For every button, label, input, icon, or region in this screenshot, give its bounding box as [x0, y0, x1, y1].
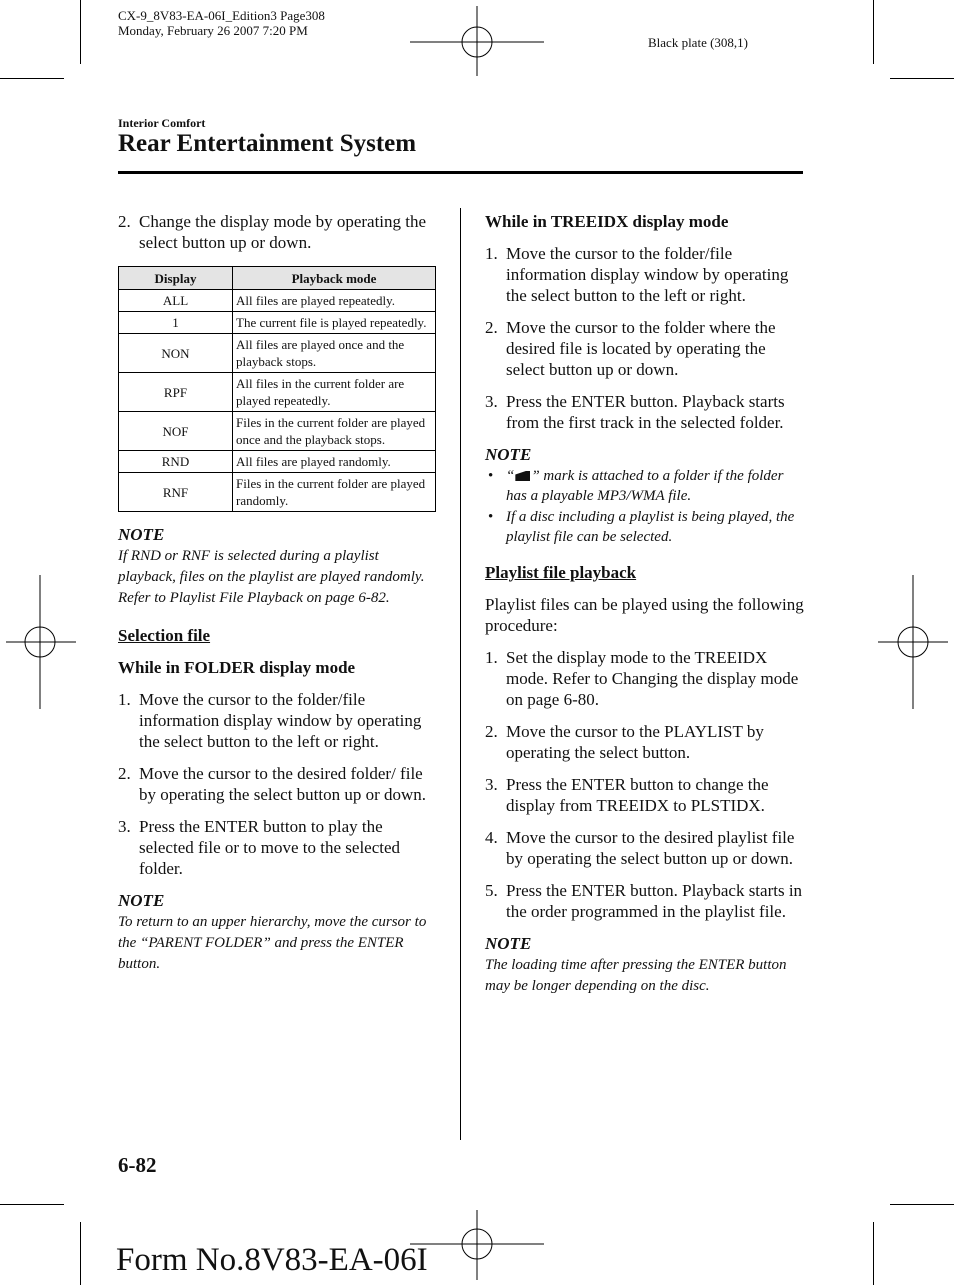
plate-label: Black plate (308,1) [648, 35, 748, 50]
list-item: 2. Move the cursor to the PLAYLIST by operating the select button. [485, 722, 764, 762]
note-bullets [485, 466, 805, 547]
registration-mark-right [878, 575, 948, 709]
display-cell: ALL [119, 290, 233, 312]
table-row [119, 473, 436, 512]
registration-mark-left [6, 575, 76, 709]
display-cell: NOF [119, 412, 233, 451]
list-item: • If a disc including a playlist is being played, the playlist file can be selected. [485, 507, 805, 547]
display-mode-step [118, 211, 436, 253]
note-heading: NOTE [485, 445, 532, 464]
mode-cell: All files are played once and the playback stops. [233, 334, 436, 373]
folder-mode-steps [118, 689, 436, 879]
mode-cell: The current file is played repeatedly. [233, 312, 436, 334]
display-cell: RPF [119, 373, 233, 412]
mode-cell: All files in the current folder are played repeatedly. [233, 373, 436, 412]
date-line: Monday, February 26 2007 7:20 PM [118, 23, 308, 38]
list-item: 5. Press the ENTER button. Playback starts in the order programmed in the playlist file. [485, 881, 803, 921]
display-cell: RND [119, 451, 233, 473]
playlist-heading: Playlist file playback [485, 563, 637, 582]
left-column [118, 211, 436, 989]
list-item: 3. Press the ENTER button to play the selected file or to move to the selected folder. [118, 817, 401, 878]
list-item: 3. Press the ENTER button to change the display from TREEIDX to PLSTIDX. [485, 775, 769, 815]
mode-cell: All files are played repeatedly. [233, 290, 436, 312]
list-item: • “ ” mark is attached to a folder if the folder has a playable MP3/WMA file. [485, 466, 805, 506]
bullet-icon: • [488, 509, 494, 525]
list-item: 2. Move the cursor to the desired folder/ file by operating the select button up or down. [118, 764, 427, 804]
bullet-icon: • [488, 468, 494, 484]
playback-mode-table [118, 266, 436, 512]
list-item: 1. Move the cursor to the folder/file information display window by operating the select button to the left or right. [485, 244, 789, 305]
list-item: 4. Move the cursor to the desired playlist file by operating the select button up or down. [485, 828, 795, 868]
section-label: Interior Comfort [118, 116, 206, 130]
table-row [119, 373, 436, 412]
note-heading: NOTE [485, 934, 532, 953]
table-row [119, 451, 436, 473]
column-header-display: Display [119, 267, 233, 290]
treeidx-mode-heading: While in TREEIDX display mode [485, 212, 729, 231]
note-text: The loading time after pressing the ENTER button may be longer depending on the disc. [485, 957, 787, 994]
file-line: CX-9_8V83-EA-06I_Edition3 Page308 [118, 8, 325, 23]
folder-icon [515, 471, 530, 481]
display-cell: NON [119, 334, 233, 373]
mode-cell: Files in the current folder are played once and the playback stops. [233, 412, 436, 451]
display-cell: RNF [119, 473, 233, 512]
table-row [119, 290, 436, 312]
table-row [119, 334, 436, 373]
mode-cell: All files are played randomly. [233, 451, 436, 473]
list-item: 2. Move the cursor to the folder where the desired file is located by operating the select button up or down. [485, 318, 776, 379]
selection-file-heading: Selection file [118, 626, 211, 645]
treeidx-mode-steps [485, 243, 805, 433]
playlist-steps [485, 647, 805, 922]
print-slug [118, 8, 325, 38]
note-text: If RND or RNF is selected during a playlist playback, files on the playlist are played randomly. Refer to Playlist File Playback on page 6-82. [118, 548, 425, 606]
note-heading: NOTE [118, 891, 165, 910]
page-title: Rear Entertainment System [118, 130, 417, 157]
registration-mark-top [410, 6, 544, 76]
title-rule [118, 171, 803, 174]
table-row [119, 412, 436, 451]
column-divider [460, 208, 461, 1140]
mode-cell: Files in the current folder are played randomly. [233, 473, 436, 512]
page-number: 6-82 [118, 1153, 157, 1177]
table-header-row [119, 267, 436, 290]
note-text: To return to an upper hierarchy, move the cursor to the “PARENT FOLDER” and press the ENTER button. [118, 914, 427, 972]
folder-mode-heading: While in FOLDER display mode [118, 658, 356, 677]
playlist-intro: Playlist files can be played using the following procedure: [485, 595, 804, 635]
list-item: 1. Move the cursor to the folder/file information display window by operating the select button to the left or right. [118, 690, 422, 751]
table-row [119, 312, 436, 334]
form-number: Form No.8V83-EA-06I [116, 1242, 428, 1278]
note-heading: NOTE [118, 525, 165, 544]
list-item: 1. Set the display mode to the TREEIDX mode. Refer to Changing the display mode on page 6-80. [485, 648, 799, 709]
list-item: 3. Press the ENTER button. Playback starts from the first track in the selected folder. [485, 392, 785, 432]
registration-mark-bottom [410, 1210, 544, 1280]
column-header-playback: Playback mode [233, 267, 436, 290]
display-cell: 1 [119, 312, 233, 334]
list-item: 2. Change the display mode by operating the select button up or down. [118, 212, 427, 252]
right-column [485, 211, 805, 1011]
